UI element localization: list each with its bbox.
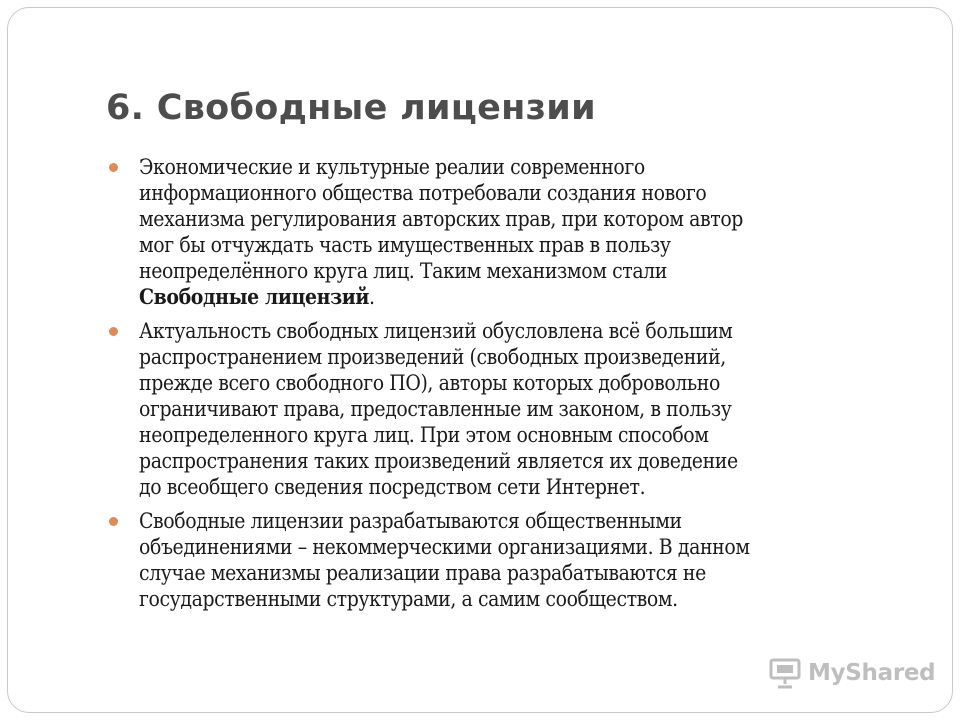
bullet-dot-icon bbox=[109, 163, 118, 172]
bullet-text: Актуальность свободных лицензий обусловлена всё большим распространением произведений (свободных произведений, прежде всего свободного ПО), авторы которых добровольно ограничивают права, предоставленные им законом, в пользу неопределенного круга лиц. При этом основным способом распространения таких произведений является их доведение до всеобщего сведения посредством сети Интернет. bbox=[139, 319, 738, 499]
bullet-item bbox=[107, 318, 907, 500]
watermark-text: MyShared bbox=[808, 660, 936, 686]
bullet-dot-icon bbox=[109, 517, 118, 526]
bullet-text: Экономические и культурные реалии современного информационного общества потребовали создания нового механизма регулирования авторских прав, при котором автор мог бы отчуждать часть имущественных прав в пользу неопределённого круга лиц. Таким механизмом стали Свободные лицензий. bbox=[139, 155, 743, 309]
slide-title: 6. Свободные лицензии bbox=[106, 88, 596, 128]
bullet-item bbox=[107, 508, 907, 612]
bullet-item bbox=[107, 154, 907, 310]
watermark-logo bbox=[768, 656, 935, 690]
bullet-text-bold: Свободные лицензий bbox=[139, 284, 369, 309]
bullet-text: Свободные лицензии разрабатываются общественными объединениями – некоммерческими организациями. В данном случае механизмы реализации права разрабатываются не государственными структурами, а самим сообществом. bbox=[139, 509, 750, 611]
bullet-dot-icon bbox=[109, 327, 118, 336]
bullet-list bbox=[107, 154, 907, 620]
presentation-board-icon bbox=[768, 656, 802, 690]
